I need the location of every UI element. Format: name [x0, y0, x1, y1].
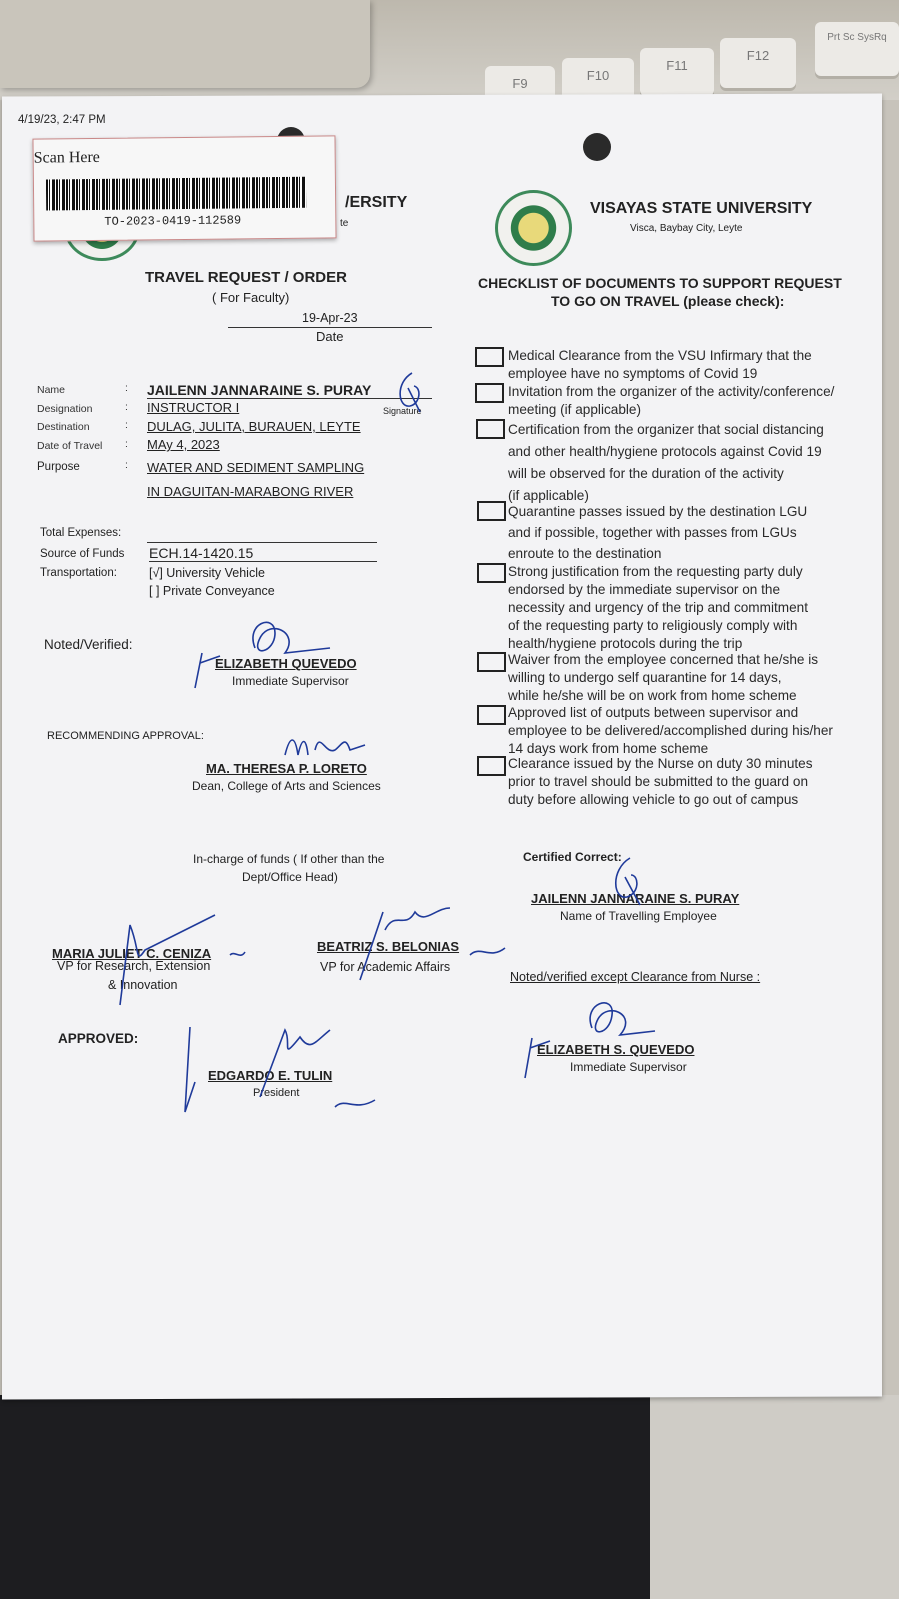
vp-academic-name: BEATRIZ S. BELONIAS [317, 939, 460, 954]
supervisor-name: ELIZABETH QUEVEDO [215, 656, 357, 671]
dean-signature [280, 725, 370, 765]
checkbox-invitation[interactable] [475, 383, 504, 403]
checklist-item: Approved list of outputs between supervisor and employee to be delivered/accomplished during his/her 14 days work from home scheme [508, 705, 833, 756]
vp-academic-signature [355, 900, 515, 985]
destination-value: DULAG, JULITA, BURAUEN, LEYTE [147, 419, 361, 434]
employee-name: JAILENN JANNARAINE S. PURAY [531, 891, 740, 906]
checklist-item: Clearance issued by the Nurse on duty 30 minutes prior to travel should be submitted to the guard on duty before allowing vehicle to go out of campus [508, 756, 813, 807]
colon: : [125, 459, 128, 471]
key-prtsc: Prt Sc SysRq [815, 22, 899, 76]
checkbox-certification[interactable] [476, 419, 505, 439]
purpose-value-line2: IN DAGUITAN-MARABONG RIVER [147, 484, 354, 499]
checklist-item: Certification from the organizer that social distancing and other health/hygiene protocols against Covid 19 will be observed for the duration of the activity (if applicable) [508, 422, 824, 503]
laptop-lid [0, 0, 370, 88]
key-f9: F9 [485, 66, 555, 106]
punch-hole [583, 133, 611, 161]
scan-here-label: Scan Here [33, 148, 100, 167]
president-signature [180, 1022, 380, 1117]
expenses-line [147, 542, 377, 543]
checklist-title: CHECKLIST OF DOCUMENTS TO SUPPORT REQUEST [478, 275, 842, 291]
signature-label: Signature [383, 406, 422, 416]
address-partial: te [340, 218, 349, 229]
checkbox-strong-justification[interactable] [477, 563, 506, 583]
dean-name: MA. THERESA P. LORETO [206, 761, 367, 776]
dean-title: Dean, College of Arts and Sciences [192, 779, 381, 793]
barcode-sticker [32, 135, 336, 241]
colon: : [125, 438, 128, 450]
name-label: Name [37, 384, 66, 396]
colon: : [125, 382, 128, 394]
checkbox-quarantine-passes[interactable] [477, 501, 506, 521]
key-f12: F12 [720, 38, 796, 88]
employee-title: Name of Travelling Employee [560, 909, 717, 923]
funds-incharge-label: In-charge of funds ( If other than the [193, 852, 385, 866]
expenses-label: Total Expenses: [40, 527, 122, 539]
destination-label: Destination [37, 421, 90, 433]
president-title: President [253, 1087, 300, 1099]
vp-research-title: VP for Research, Extension [57, 959, 211, 973]
funds-incharge-label-line2: Dept/Office Head) [242, 870, 338, 884]
purpose-value: WATER AND SEDIMENT SAMPLING [147, 460, 365, 475]
university-seal [495, 190, 572, 266]
form-title: TRAVEL REQUEST / ORDER [145, 269, 347, 286]
checkbox-approved-outputs[interactable] [477, 705, 506, 725]
university-name: VISAYAS STATE UNIVERSITY [590, 200, 813, 217]
designation-label: Designation [37, 403, 93, 415]
checklist-item: Quarantine passes issued by the destination LGU and if possible, together with passes from LGUs enroute to the destination [508, 504, 808, 561]
checklist-item: Invitation from the organizer of the activity/conference/ meeting (if applicable) [508, 384, 835, 417]
supervisor-signature [190, 608, 340, 693]
supervisor2-title: Immediate Supervisor [570, 1060, 687, 1074]
checklist-item: Waiver from the employee concerned that he/she is willing to undergo self quarantine for 14 days, while he/she will be on work from home scheme [508, 652, 819, 703]
approved-label: APPROVED: [58, 1031, 139, 1046]
recommending-approval-label: RECOMMENDING APPROVAL: [47, 730, 204, 742]
colon: : [125, 419, 128, 431]
university-name-partial: /ERSITY [345, 194, 408, 211]
purpose-label: Purpose [37, 461, 80, 473]
president-name: EDGARDO E. TULIN [208, 1068, 333, 1083]
key-f10: F10 [562, 58, 634, 102]
travel-date-value: MAy 4, 2023 [147, 437, 220, 452]
supervisor-title: Immediate Supervisor [232, 674, 349, 688]
date-label: Date [316, 329, 344, 344]
vp-research-name: MARIA JULIET C. CENIZA [52, 946, 212, 961]
supervisor2-signature [520, 993, 660, 1083]
vp-academic-title: VP for Academic Affairs [320, 960, 451, 974]
funds-label: Source of Funds [40, 548, 125, 560]
request-date: 19-Apr-23 [302, 311, 358, 325]
transport-private-conveyance[interactable]: [ ] Private Conveyance [149, 584, 275, 598]
funds-value: ECH.14-1420.15 [149, 545, 377, 562]
noted-verified-label: Noted/Verified: [44, 637, 133, 652]
barcode[interactable] [46, 177, 306, 211]
vp-research-signature [105, 910, 255, 1010]
key-f11: F11 [640, 48, 714, 96]
employee-signature [390, 368, 430, 416]
university-address: Visca, Baybay City, Leyte [630, 223, 743, 234]
checklist-title-line2: TO GO ON TRAVEL (please check): [551, 293, 785, 309]
colon: : [125, 401, 128, 413]
employee-signature-2 [605, 855, 655, 910]
travel-date-label: Date of Travel [37, 440, 103, 452]
transport-university-vehicle[interactable]: [√] University Vehicle [149, 566, 265, 580]
floor-background [650, 1395, 899, 1599]
certified-correct-label: Certified Correct: [523, 850, 622, 864]
checkbox-medical-clearance[interactable] [475, 347, 504, 367]
date-line [228, 327, 432, 328]
barcode-number: TO-2023-0419-112589 [104, 213, 242, 229]
vp-research-title-line2: & Innovation [108, 978, 178, 992]
name-value: JAILENN JANNARAINE S. PURAY [147, 382, 432, 399]
designation-value: INSTRUCTOR I [147, 400, 240, 415]
transport-label: Transportation: [40, 567, 117, 579]
checkbox-waiver[interactable] [477, 652, 506, 672]
form-subtitle: ( For Faculty) [212, 290, 290, 305]
timestamp: 4/19/23, 2:47 PM [18, 114, 106, 126]
checklist-item: Medical Clearance from the VSU Infirmary that the employee have no symptoms of Covid 19 [508, 348, 812, 381]
noted-except-nurse: Noted/verified except Clearance from Nurse : [510, 970, 761, 984]
checklist-item: Strong justification from the requesting party duly endorsed by the immediate supervisor on the necessity and urgency of the trip and commitment of the requesting party to religiously comply with health/hygiene protocols during the trip [508, 564, 808, 651]
checkbox-nurse-clearance[interactable] [477, 756, 506, 776]
supervisor2-name: ELIZABETH S. QUEVEDO [537, 1042, 695, 1057]
